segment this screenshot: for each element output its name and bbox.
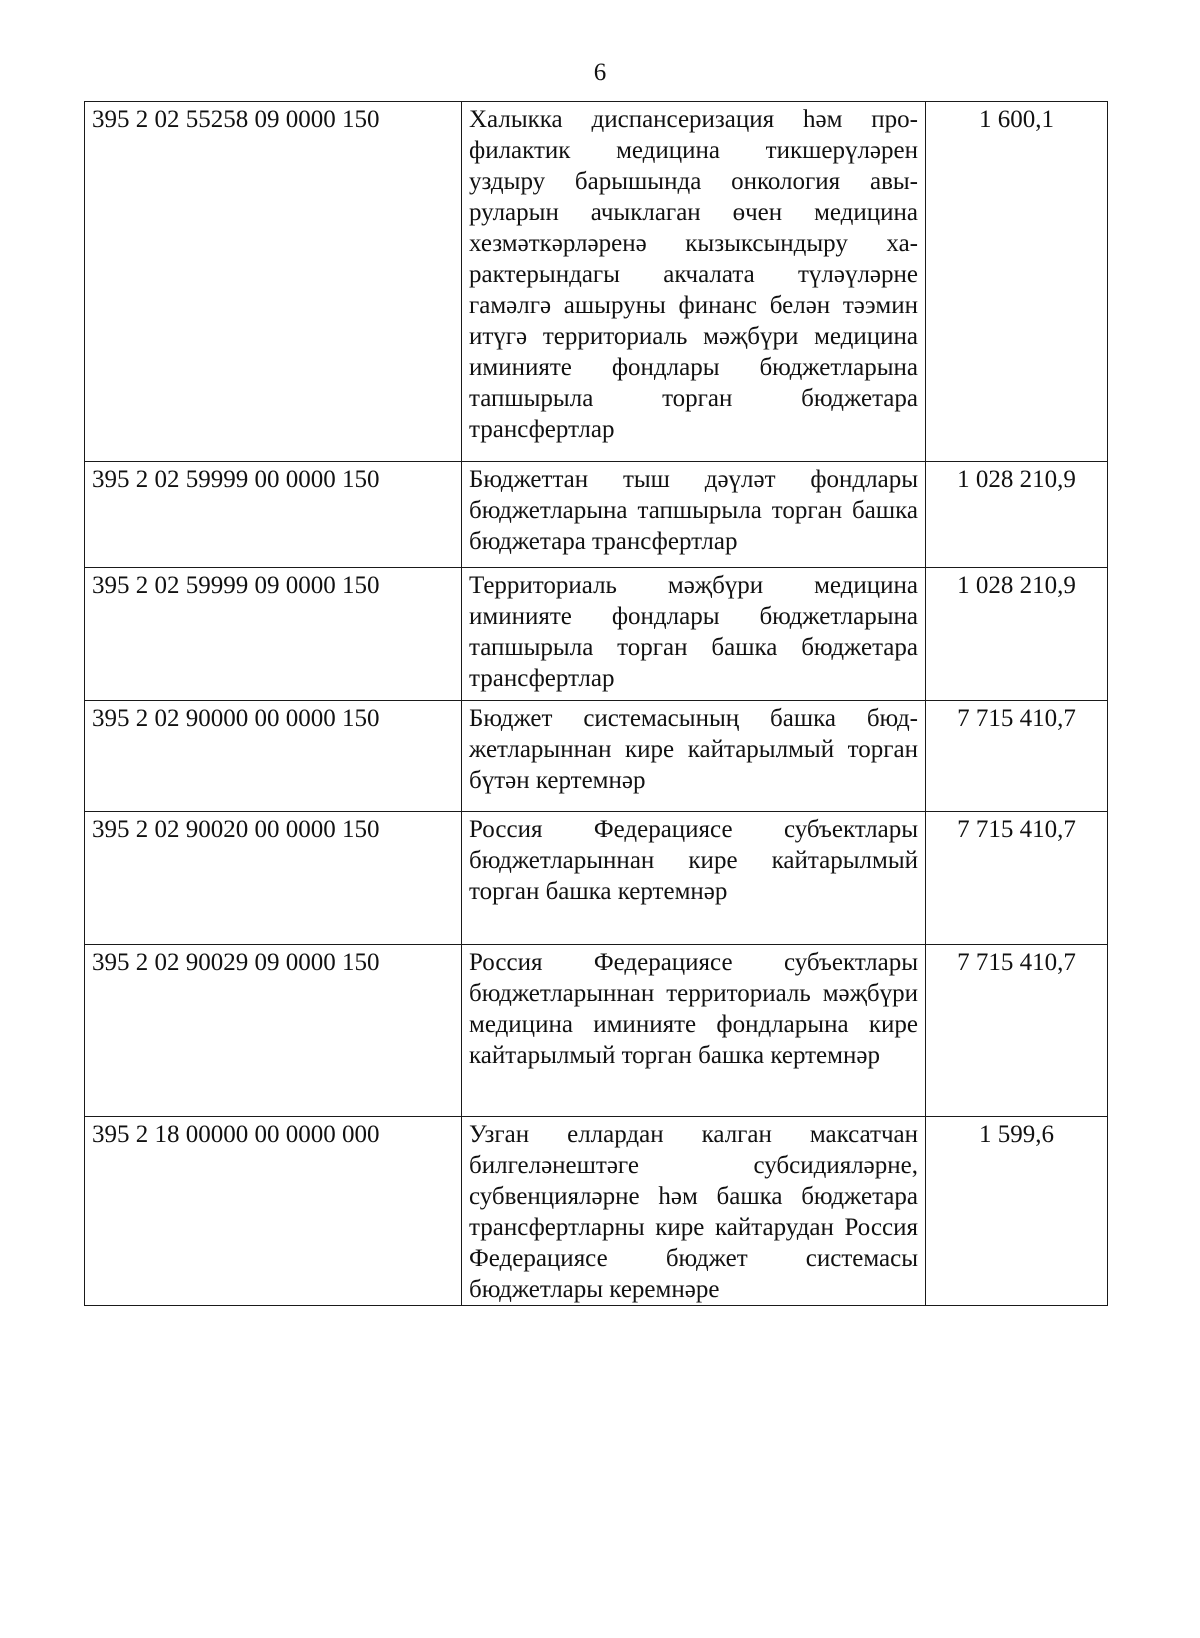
budget-code: 395 2 02 55258 09 0000 150 (85, 102, 462, 462)
budget-code: 395 2 02 90000 00 0000 150 (85, 701, 462, 812)
budget-code: 395 2 02 59999 00 0000 150 (85, 462, 462, 568)
budget-item-name: Бюджет системасының башка бюджетларыннан кире кайтарылмый торган бүтән кертемнәр (462, 701, 926, 812)
table-row (85, 462, 1108, 568)
table-row (85, 945, 1108, 1117)
budget-code: 395 2 18 00000 00 0000 000 (85, 1117, 462, 1306)
budget-item-name: Россия Федерациясе субъектлары бюджетларыннан территориаль мәҗбүри медицина иминияте фондларына кире кайтарылмый торган башка кертемнәр (462, 945, 926, 1117)
budget-amount: 1 599,6 (926, 1117, 1108, 1306)
budget-amount: 1 028 210,9 (926, 462, 1108, 568)
budget-code: 395 2 02 90029 09 0000 150 (85, 945, 462, 1117)
budget-amount: 7 715 410,7 (926, 701, 1108, 812)
budget-amount: 7 715 410,7 (926, 945, 1108, 1117)
table-row (85, 1117, 1108, 1306)
budget-amount: 1 600,1 (926, 102, 1108, 462)
table-row (85, 812, 1108, 945)
budget-item-name: Территориаль мәҗбүри медицина иминияте фондлары бюджетларына тапшырыла торган башка бюджетара трансфертлар (462, 568, 926, 701)
budget-amount: 7 715 410,7 (926, 812, 1108, 945)
table-row (85, 701, 1108, 812)
table-row (85, 102, 1108, 462)
page-number: 6 (593, 59, 607, 86)
budget-code: 395 2 02 59999 09 0000 150 (85, 568, 462, 701)
budget-item-name: Халыкка диспансеризация һәм профилактик медицина тикшерүләрен уздыру барышында онкология авыруларын ачыклаган өчен медицина хезмәткәрләренә кызыксындыру характерындагы акчалата түләүләрне гамәлгә ашыруны финанс белән тәэмин итүгә территориаль мәҗбүри медицина иминияте фондлары бюджетларына тапшырыла торган бюджетара трансфертлар (462, 102, 926, 462)
table-row (85, 568, 1108, 701)
budget-item-name: Бюджеттан тыш дәүләт фондлары бюджетларына тапшырыла торган башка бюджетара трансфертлар (462, 462, 926, 568)
budget-item-name: Узган еллардан калган максатчан билгеләнештәге субсидияләрне, субвенцияләрне һәм башка бюджетара трансфертларны кире кайтарудан Россия Федерациясе бюджет системасы бюджетлары керемнәре (462, 1117, 926, 1306)
budget-amount: 1 028 210,9 (926, 568, 1108, 701)
budget-code: 395 2 02 90020 00 0000 150 (85, 812, 462, 945)
budget-table (84, 101, 1108, 1306)
budget-item-name: Россия Федерациясе субъектлары бюджетларыннан кире кайтарылмый торган башка кертемнәр (462, 812, 926, 945)
